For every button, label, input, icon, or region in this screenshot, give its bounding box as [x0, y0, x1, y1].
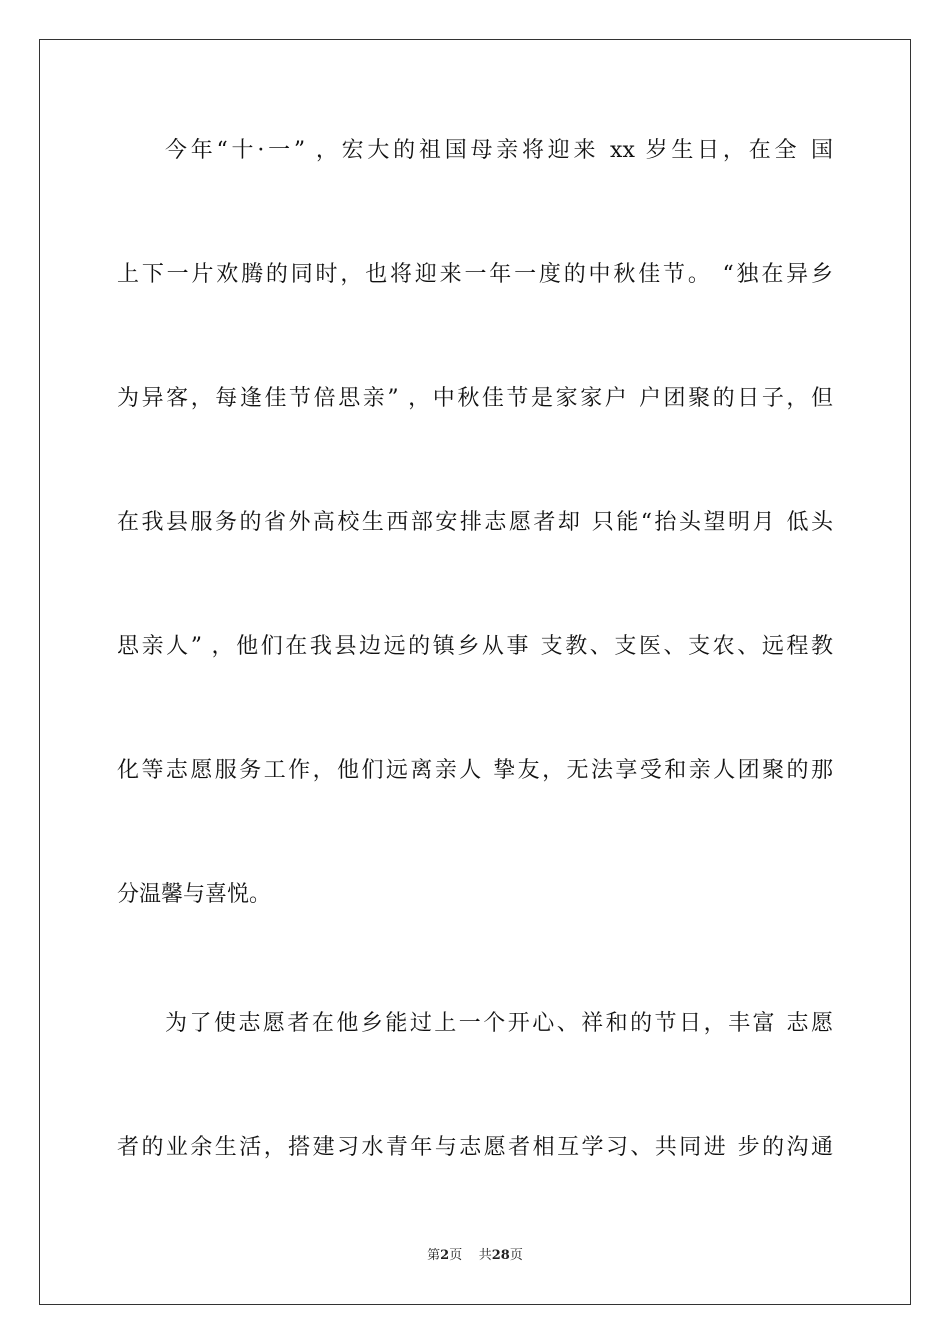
footer-total-prefix: 共 [478, 1248, 492, 1263]
paragraph-2-line-1: 为了使志愿者在他乡能过上一个开心、祥和的节日，丰富 志愿 [165, 1011, 833, 1036]
footer-page-number: 2 [440, 1248, 450, 1263]
footer-page-suffix: 页 [449, 1248, 463, 1263]
footer-page-prefix: 第 [427, 1248, 441, 1263]
paragraph-1-line-7: 分温馨与喜悦。 [117, 882, 272, 907]
footer-total-pages: 28 [491, 1248, 510, 1263]
paragraph-1-line-2: 上下一片欢腾的同时，也将迎来一年一度的中秋佳节。 “独在异乡 [117, 262, 833, 287]
footer-total-suffix: 页 [509, 1248, 523, 1263]
paragraph-1-line-5: 思亲人” ，他们在我县边远的镇乡从事 支教、支医、支农、远程教 [117, 634, 833, 659]
page-border [39, 39, 911, 1305]
paragraph-1-line-6: 化等志愿服务工作，他们远离亲人 挚友，无法享受和亲人团聚的那 [117, 758, 833, 783]
page-footer [0, 1246, 950, 1266]
paragraph-1-line-1: 今年“十·一” ，宏大的祖国母亲将迎来 xx 岁生日，在全 国 [165, 138, 833, 163]
paragraph-2-line-2: 者的业余生活，搭建习水青年与志愿者相互学习、共同进 步的沟通 [117, 1135, 833, 1160]
paragraph-1-line-4: 在我县服务的省外高校生西部安排志愿者却 只能“抬头望明月 低头 [117, 510, 833, 535]
paragraph-1-line-3: 为异客，每逢佳节倍思亲” ，中秋佳节是家家户 户团聚的日子，但 [117, 386, 833, 411]
